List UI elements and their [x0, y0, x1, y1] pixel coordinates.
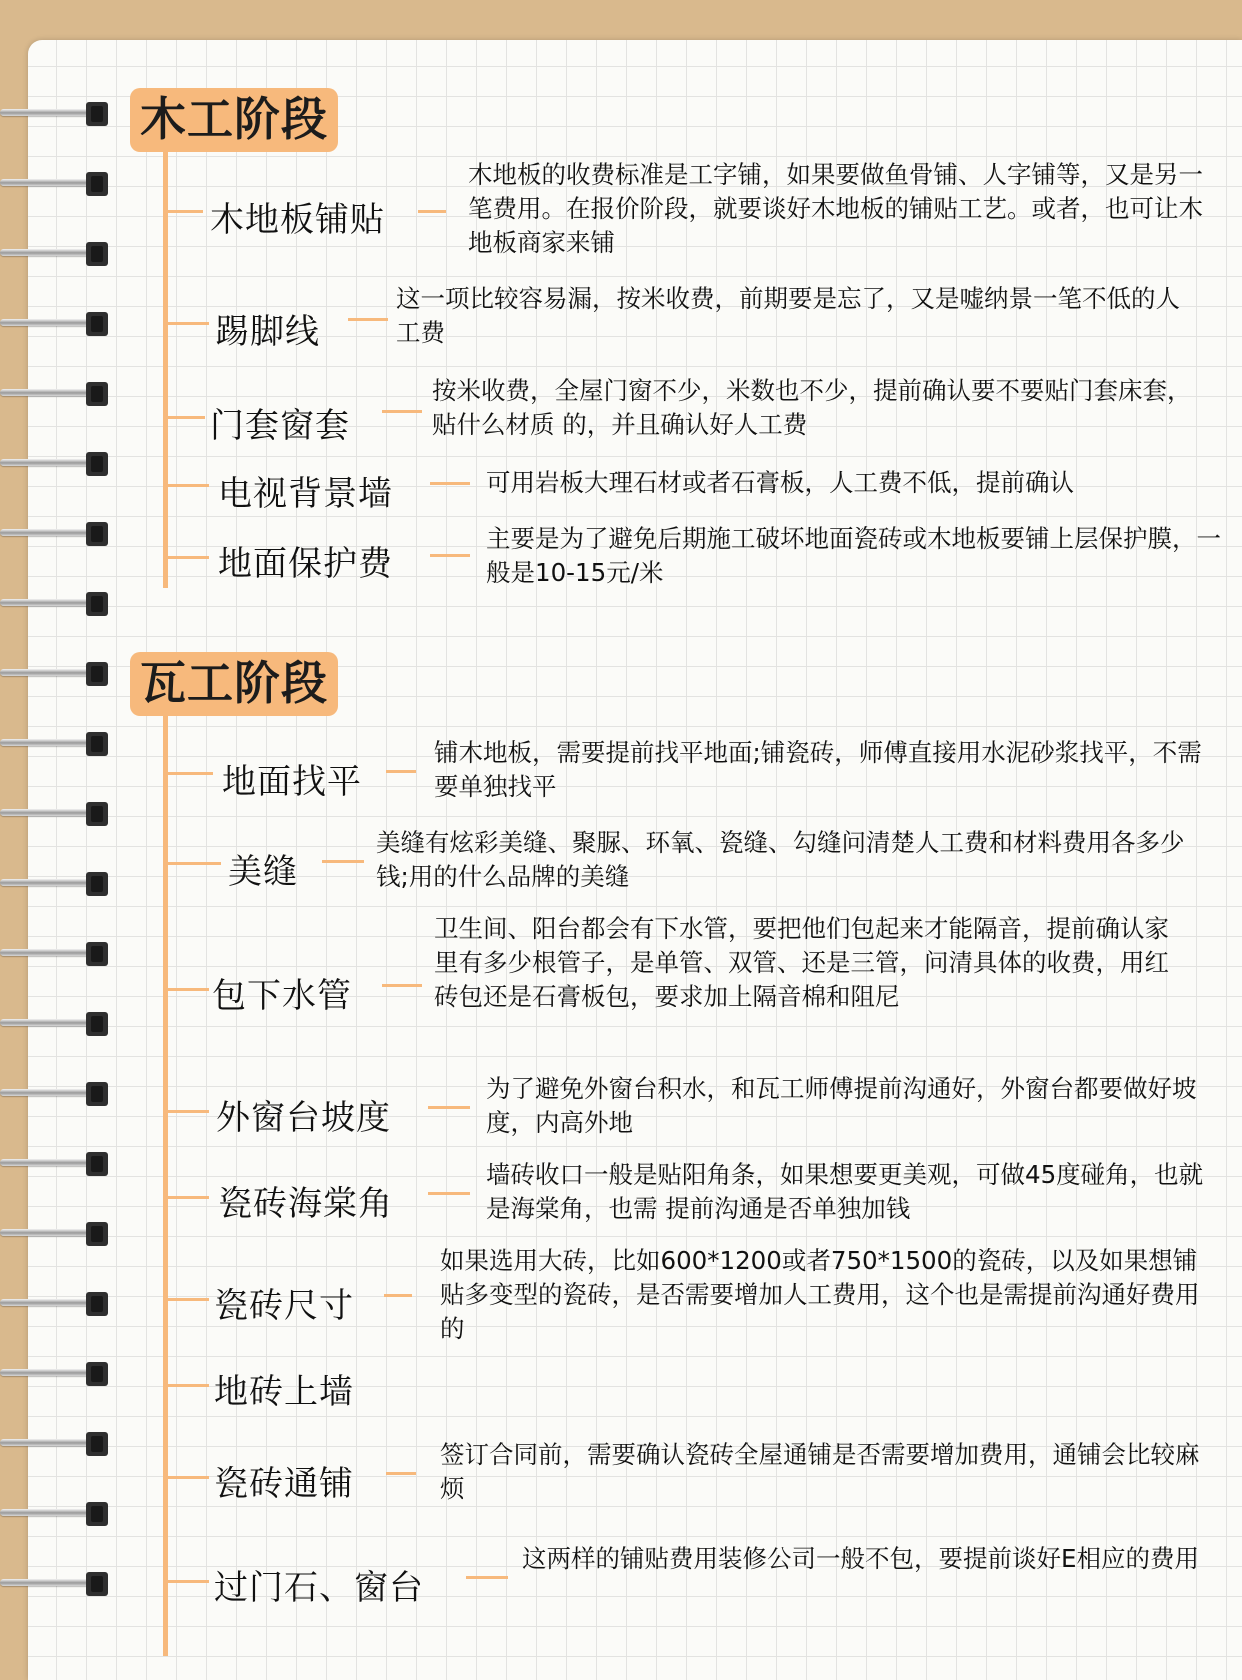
spiral-ring — [0, 1500, 120, 1526]
spiral-ring — [0, 170, 120, 196]
connector-line — [430, 554, 470, 557]
item-description: 为了避免外窗台积水，和瓦工师傅提前沟通好，外窗台都要做好坡度，内高外地 — [486, 1074, 1197, 1137]
item-label: 瓷砖通铺 — [214, 1464, 354, 1504]
connector-line — [430, 482, 470, 485]
spiral-ring — [0, 1010, 120, 1036]
spiral-ring — [0, 1360, 120, 1386]
connector-line — [348, 318, 388, 321]
connector-line — [322, 860, 364, 863]
item-description: 按米收费，全屋门窗不少，米数也不少，提前确认要不要贴门套床套，贴什么材质 的，并且确认好人工费 — [432, 376, 1192, 439]
spiral-ring — [0, 660, 120, 686]
branch-line — [163, 210, 203, 213]
item-label: 瓷砖海棠角 — [218, 1184, 393, 1224]
branch-line — [163, 322, 209, 325]
spiral-ring — [0, 1570, 120, 1596]
connector-line — [382, 410, 422, 413]
spiral-ring — [0, 940, 120, 966]
item-description: 可用岩板大理石材或者石膏板，人工费不低，提前确认 — [486, 468, 1074, 497]
spiral-ring — [0, 1430, 120, 1456]
connector-line — [428, 1192, 470, 1195]
item-label: 地面找平 — [222, 762, 362, 802]
spiral-ring — [0, 380, 120, 406]
item-description: 美缝有炫彩美缝、聚脲、环氧、瓷缝、勾缝问清楚人工费和材料费用各多少钱;用的什么品牌的美缝 — [376, 828, 1185, 891]
spiral-ring — [0, 310, 120, 336]
branch-line — [163, 1476, 209, 1479]
connector-line — [466, 1576, 508, 1579]
branch-line — [163, 1110, 209, 1113]
tree-trunk-tiling — [163, 714, 168, 1656]
item-description: 卫生间、阳台都会有下水管，要把他们包起来才能隔音，提前确认家里有多少根管子，是单管、双管、还是三管，问清具体的收费，用红砖包还是石膏板包，要求加上隔音棉和阻尼 — [434, 914, 1169, 1011]
connector-line — [386, 1472, 416, 1475]
item-label: 门套窗套 — [210, 406, 350, 446]
branch-line — [163, 862, 221, 865]
item-label: 过门石、窗台 — [214, 1568, 424, 1608]
item-label: 外窗台坡度 — [216, 1098, 391, 1138]
connector-line — [428, 1106, 470, 1109]
branch-line — [163, 416, 205, 419]
item-description: 如果选用大砖，比如600*1200或者750*1500的瓷砖，以及如果想铺贴多变型的瓷砖，是否需要增加人工费用，这个也是需提前沟通好费用的 — [440, 1246, 1200, 1343]
spiral-ring — [0, 1080, 120, 1106]
item-description: 这一项比较容易漏，按米收费，前期要是忘了，又是嘘纳景一笔不低的人工费 — [396, 284, 1180, 347]
branch-line — [163, 556, 209, 559]
section-title-carpentry: 木工阶段 — [130, 88, 338, 152]
branch-line — [163, 1580, 209, 1583]
item-description: 签订合同前，需要确认瓷砖全屋通铺是否需要增加费用，通铺会比较麻烦 — [440, 1440, 1200, 1503]
connector-line — [418, 210, 446, 213]
connector-line — [382, 984, 422, 987]
connector-line — [384, 1294, 412, 1297]
branch-line — [163, 1298, 209, 1301]
item-label: 地面保护费 — [218, 544, 393, 584]
spiral-ring — [0, 1290, 120, 1316]
spiral-ring — [0, 1220, 120, 1246]
item-label: 瓷砖尺寸 — [214, 1286, 354, 1326]
spiral-binding — [0, 100, 120, 1656]
spiral-ring — [0, 590, 120, 616]
item-description: 主要是为了避免后期施工破坏地面瓷砖或木地板要铺上层保护膜，一般是10-15元/米 — [486, 524, 1221, 587]
spiral-ring — [0, 800, 120, 826]
spiral-ring — [0, 240, 120, 266]
spiral-ring — [0, 520, 120, 546]
item-label: 包下水管 — [212, 976, 352, 1016]
branch-line — [163, 772, 213, 775]
item-label: 美缝 — [228, 852, 298, 892]
spiral-ring — [0, 1150, 120, 1176]
item-label: 踢脚线 — [215, 312, 320, 352]
spiral-ring — [0, 100, 120, 126]
spiral-ring — [0, 870, 120, 896]
branch-line — [163, 1196, 209, 1199]
item-description: 铺木地板，需要提前找平地面;铺瓷砖，师傅直接用水泥砂浆找平，不需要单独找平 — [434, 738, 1202, 801]
branch-line — [163, 1384, 209, 1387]
item-description: 木地板的收费标准是工字铺，如果要做鱼骨铺、人字铺等，又是另一笔费用。在报价阶段，就要谈好木地板的铺贴工艺。或者，也可让木地板商家来铺 — [468, 160, 1203, 257]
item-label: 地砖上墙 — [214, 1372, 354, 1412]
connector-line — [386, 770, 416, 773]
tree-trunk-carpentry — [163, 150, 168, 588]
branch-line — [163, 988, 209, 991]
item-description: 这两样的铺贴费用装修公司一般不包，要提前谈好E相应的费用 — [522, 1544, 1199, 1573]
item-label: 木地板铺贴 — [210, 200, 385, 240]
item-label: 电视背景墙 — [218, 474, 393, 514]
section-title-tiling: 瓦工阶段 — [130, 652, 338, 716]
item-description: 墙砖收口一般是贴阳角条，如果想要更美观，可做45度碰角，也就是海棠角，也需 提前沟通是否单独加钱 — [486, 1160, 1204, 1223]
branch-line — [163, 484, 209, 487]
spiral-ring — [0, 450, 120, 476]
spiral-ring — [0, 730, 120, 756]
